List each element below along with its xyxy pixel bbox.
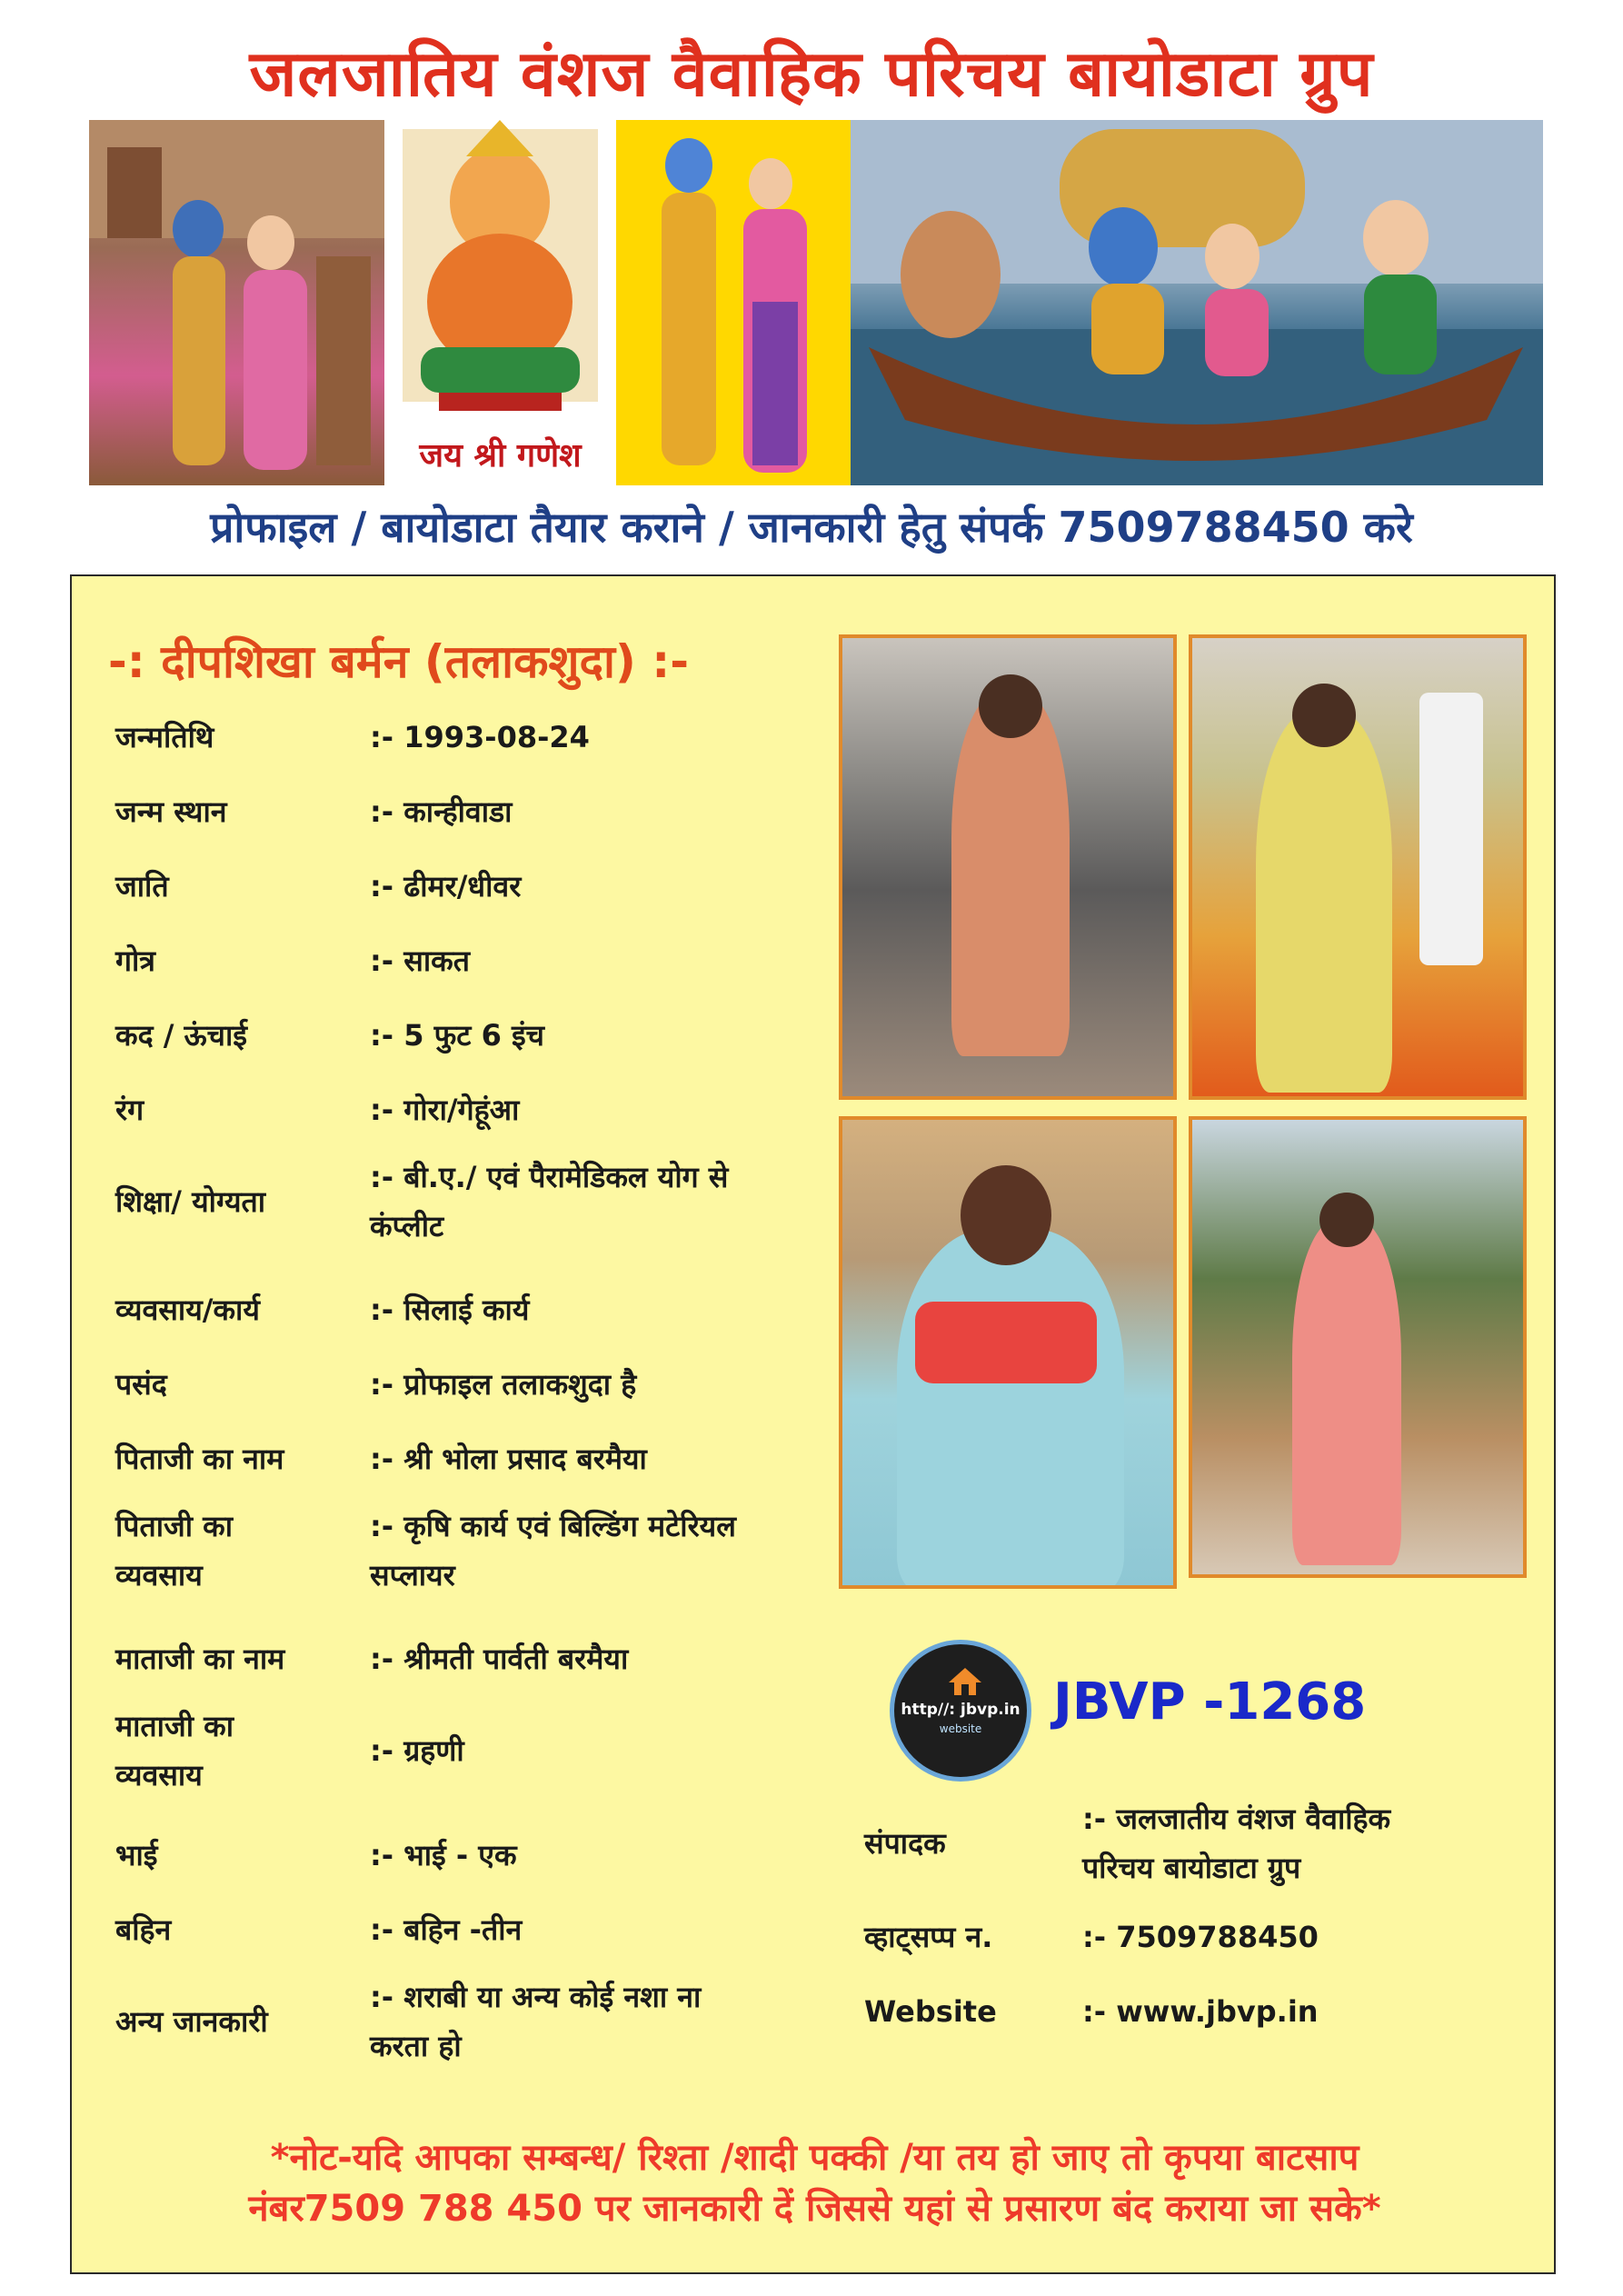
field-label: रंग [115, 1093, 144, 1127]
ganesh-caption: जय श्री गणेश [419, 437, 582, 474]
field-label: बहिन [115, 1912, 172, 1947]
field-value: :- प्रोफाइल तलाकशुदा है [370, 1367, 637, 1402]
logo-url: http//: jbvp.in [901, 1701, 1021, 1719]
field-value: :- 1993-08-24 [370, 720, 590, 754]
notice-line-2: नंबर7509 788 450 पर जानकारी दें जिससे यहां से प्रसारण बंद कराया जा सके* [248, 2188, 1381, 2230]
field-value: :- ढीमर/धीवर [370, 869, 522, 903]
field-value: :- कृषि कार्य एवं बिल्डिंग मटेरियल [370, 1509, 736, 1543]
ganesh-illustration [384, 120, 616, 485]
field-label: पसंद [115, 1367, 167, 1402]
rama-sita-illustration [89, 120, 384, 485]
field-value: :- बहिन -तीन [370, 1912, 523, 1947]
notice-line-1: *नोट-यदि आपका सम्बन्ध/ रिश्ता /शादी पक्की /या तय हो जाए तो कृपया बाटसाप [270, 2137, 1359, 2179]
field-label: जन्मतिथि [115, 720, 214, 754]
field-value: :- श्रीमती पार्वती बरमैया [370, 1642, 629, 1676]
field-value-continued: कंप्लीट [370, 1209, 444, 1243]
field-value: :- शराबी या अन्य कोई नशा ना [370, 1980, 702, 2014]
contact-line: प्रोफाइल / बायोडाटा तैयार कराने / जानकारी हेतु संपर्क 7509788450 करे [210, 503, 1413, 552]
ganesh-image [384, 120, 616, 485]
jbvp-logo [890, 1640, 1031, 1782]
field-value-continued: सप्लायर [370, 1558, 455, 1592]
notice-text [72, 2132, 1558, 2234]
field-label: माताजी का [115, 1709, 234, 1743]
profile-photo-saree [839, 1116, 1177, 1589]
field-label: पिताजी का नाम [115, 1442, 284, 1476]
profile-photo-outdoor [1189, 1116, 1527, 1578]
profile-photo-yellow-suit [1189, 634, 1527, 1100]
field-label: पिताजी का [115, 1509, 234, 1543]
rama-sita-yellow-illustration [616, 120, 851, 485]
field-value: :- सिलाई कार्य [370, 1293, 530, 1327]
field-label-continued: व्यवसाय [115, 1758, 203, 1792]
field-label: अन्य जानकारी [115, 2004, 268, 2039]
field-value: :- साकत [370, 943, 470, 978]
field-value: :- ग्रहणी [370, 1733, 464, 1768]
field-value: :- गोरा/गेहूंआ [370, 1093, 520, 1127]
boat-scene-illustration [851, 120, 1543, 485]
editor-value: :- जलजातीय वंशज वैवाहिक [1082, 1802, 1391, 1836]
house-icon [947, 1666, 983, 1697]
field-label: शिक्षा/ योग्यता [115, 1184, 266, 1219]
boat-scene-image [851, 120, 1543, 485]
field-label-continued: व्यवसाय [115, 1558, 203, 1592]
field-value: :- 5 फुट 6 इंच [370, 1018, 545, 1053]
deity-banner [89, 120, 1543, 485]
field-value: :- कान्हीवाडा [370, 794, 513, 829]
profile-name-heading: -: दीपशिखा बर्मन (तलाकशुदा) :- [108, 635, 689, 688]
field-value: :- श्री भोला प्रसाद बरमैया [370, 1442, 647, 1476]
profile-photo-riverside [839, 634, 1177, 1100]
field-label: व्यवसाय/कार्य [115, 1293, 260, 1327]
rama-sita-image [89, 120, 384, 485]
biodata-card [70, 574, 1556, 2274]
group-title: जलजातिय वंशज वैवाहिक परिचय बायोडाटा ग्रुप [249, 36, 1374, 111]
field-value: :- बी.ए./ एवं पैरामेडिकल योग से [370, 1160, 729, 1194]
whatsapp-label: व्हाट्सप्प न. [864, 1920, 993, 1954]
field-label: जाति [115, 869, 169, 903]
field-value-continued: करता हो [370, 2029, 462, 2063]
field-label: गोत्र [115, 943, 155, 978]
whatsapp-value: :- 7509788450 [1082, 1920, 1319, 1954]
rama-sita-yellow-image [616, 120, 851, 485]
logo-sub: website [939, 1722, 982, 1735]
field-label: माताजी का नाम [115, 1642, 285, 1676]
field-label: कद / ऊंचाई [115, 1018, 247, 1053]
website-label: Website [864, 1994, 997, 2029]
editor-value-continued: परिचय बायोडाटा ग्रुप [1082, 1851, 1301, 1885]
profile-id: JBVP -1268 [1053, 1672, 1367, 1732]
website-link[interactable]: :- www.jbvp.in [1082, 1994, 1319, 2029]
photo-gallery [839, 634, 1529, 1589]
field-value: :- भाई - एक [370, 1838, 517, 1872]
field-label: जन्म स्थान [115, 794, 227, 829]
field-label: भाई [115, 1838, 158, 1872]
editor-label: संपादक [864, 1826, 946, 1861]
